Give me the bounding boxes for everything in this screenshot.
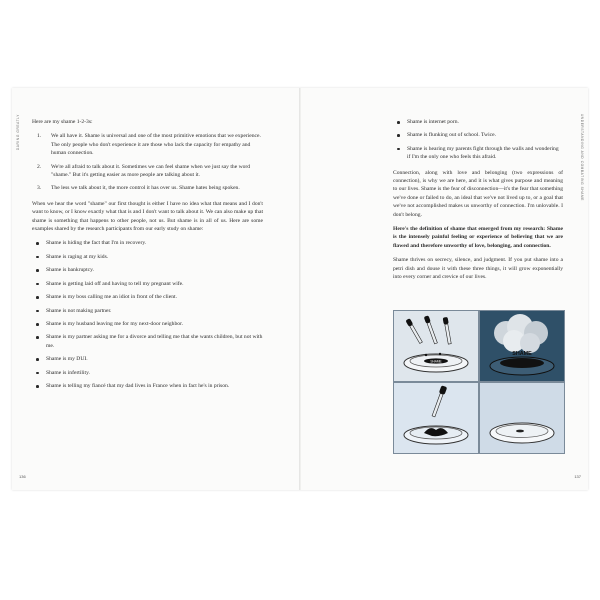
body-paragraph: When we hear the word "shame" our first thought is either I have no idea what that means and I don't want to know, or I know exactly what that is and I don't want to talk about it. We can also make up that shame is something that happens to other people, not us. But shame is in all of us. Here are some examples shared by the research participants from our early study on shame: — [32, 200, 263, 233]
running-head-left: DARING GREATLY — [16, 114, 20, 151]
running-head-right: UNDERSTANDING AND COMBATING SHAME — [580, 114, 584, 201]
right-page — [301, 88, 588, 490]
list-item — [393, 118, 563, 126]
list-item — [32, 320, 263, 328]
bullet-dot — [36, 283, 39, 286]
list-item — [32, 355, 263, 363]
bullet-dot — [397, 121, 400, 124]
bullet-text: Shame is infertility. — [46, 369, 90, 376]
illustration-panel-2 — [479, 310, 565, 382]
bullet-dot — [397, 148, 400, 151]
bullet-text: Shame is my partner asking me for a divorce and telling me that she wants children, but not with me. — [46, 334, 263, 349]
bullet-dot — [36, 269, 39, 272]
bullet-text: Shame is bankruptcy. — [46, 267, 94, 274]
book-gutter — [299, 88, 301, 490]
intro-line: Here are my shame 1-2-3s: — [32, 119, 93, 125]
numbered-item — [32, 132, 263, 157]
bullet-text: Shame is not making partner. — [46, 307, 112, 314]
bullet-dot — [36, 296, 39, 299]
bullet-dot — [397, 134, 400, 137]
bullet-text: Shame is my DUI. — [46, 356, 88, 363]
right-column — [393, 118, 563, 288]
bullet-text: Shame is hiding the fact that I'm in recovery. — [46, 240, 147, 247]
left-page — [12, 88, 299, 490]
list-item — [32, 239, 263, 247]
list-item — [393, 145, 563, 162]
numbered-list — [32, 132, 263, 192]
left-column — [32, 118, 263, 397]
illustration-panel-4 — [479, 382, 565, 454]
bullet-dot — [36, 256, 39, 259]
list-item — [32, 293, 263, 301]
bullet-text: Shame is internet porn. — [407, 119, 459, 125]
numbered-item — [32, 184, 263, 192]
item-number: 3. — [37, 185, 42, 192]
bullet-dot — [36, 336, 39, 339]
body-paragraph: Connection, along with love and belonging (two expressions of connection), is why we are here, and it is what gives purpose and meaning to our lives. Shame is the fear of disconnection—it's the fear that something we've done or failed to do, an ideal that we've not lived up to, or a goal that we've not accomplished makes us unworthy of connection. I'm unlovable. I don't belong. — [393, 169, 563, 218]
bullet-text: Shame is getting laid off and having to tell my pregnant wife. — [46, 280, 184, 287]
item-text: We all have it. Shame is universal and one of the most primitive emotions that we experience. The only people who don't experience it are those who lack the capacity for empathy and human connection. — [51, 133, 261, 157]
bullet-text: Shame is raging at my kids. — [46, 253, 109, 260]
bullet-dot — [36, 372, 39, 375]
list-item — [32, 253, 263, 261]
list-item — [32, 369, 263, 377]
bullet-dot — [36, 385, 39, 388]
item-number: 2. — [37, 163, 42, 170]
list-item — [393, 131, 563, 139]
list-item — [32, 333, 263, 350]
bullet-dot — [36, 358, 39, 361]
bullet-text: Shame is my boss calling me an idiot in front of the client. — [46, 294, 177, 301]
body-paragraph: Shame thrives on secrecy, silence, and judgment. If you put shame into a petri dish and douse it with these three things, it will grow exponentially into every corner and crevice of our lives. — [393, 257, 563, 281]
bullet-dot — [36, 242, 39, 245]
page-number-left: 136 — [19, 474, 26, 479]
bullet-list-left — [32, 239, 263, 390]
page-number-right: 137 — [574, 474, 581, 479]
svg-text:SHAME: SHAME — [512, 351, 532, 357]
illustration-panel-3 — [393, 382, 479, 454]
illustration-panel-1 — [393, 310, 479, 382]
bullet-dot — [36, 323, 39, 326]
list-item — [32, 280, 263, 288]
svg-text:SHAME: SHAME — [430, 359, 442, 364]
bullet-text: Shame is telling my fiancé that my dad lives in France when in fact he's in prison. — [46, 382, 230, 389]
definition-paragraph: Here's the definition of shame that emerged from my research: Shame is the intensely painful feeling or experience of believing that we are flawed and therefore unworthy of love, belonging, and connection. — [393, 226, 563, 249]
bullet-text: Shame is my husband leaving me for my next-door neighbor. — [46, 320, 184, 327]
bullet-text: Shame is flunking out of school. Twice. — [407, 132, 496, 139]
item-text: We're all afraid to talk about it. Sometimes we can feel shame when we just say the word "shame." But it's getting easier as more people are talking about it. — [51, 163, 251, 179]
list-item — [32, 307, 263, 315]
bullet-list-right — [393, 118, 563, 162]
item-text: The less we talk about it, the more control it has over us. Shame hates being spoken. — [51, 185, 240, 192]
list-item — [32, 266, 263, 274]
numbered-item — [32, 163, 263, 180]
bullet-text: Shame is hearing my parents fight through the walls and wondering if I'm the only one who feels this afraid. — [407, 145, 559, 161]
list-item — [32, 382, 263, 390]
petri-dish-illustration — [393, 310, 563, 452]
bullet-dot — [36, 310, 39, 313]
item-number: 1. — [37, 133, 42, 140]
